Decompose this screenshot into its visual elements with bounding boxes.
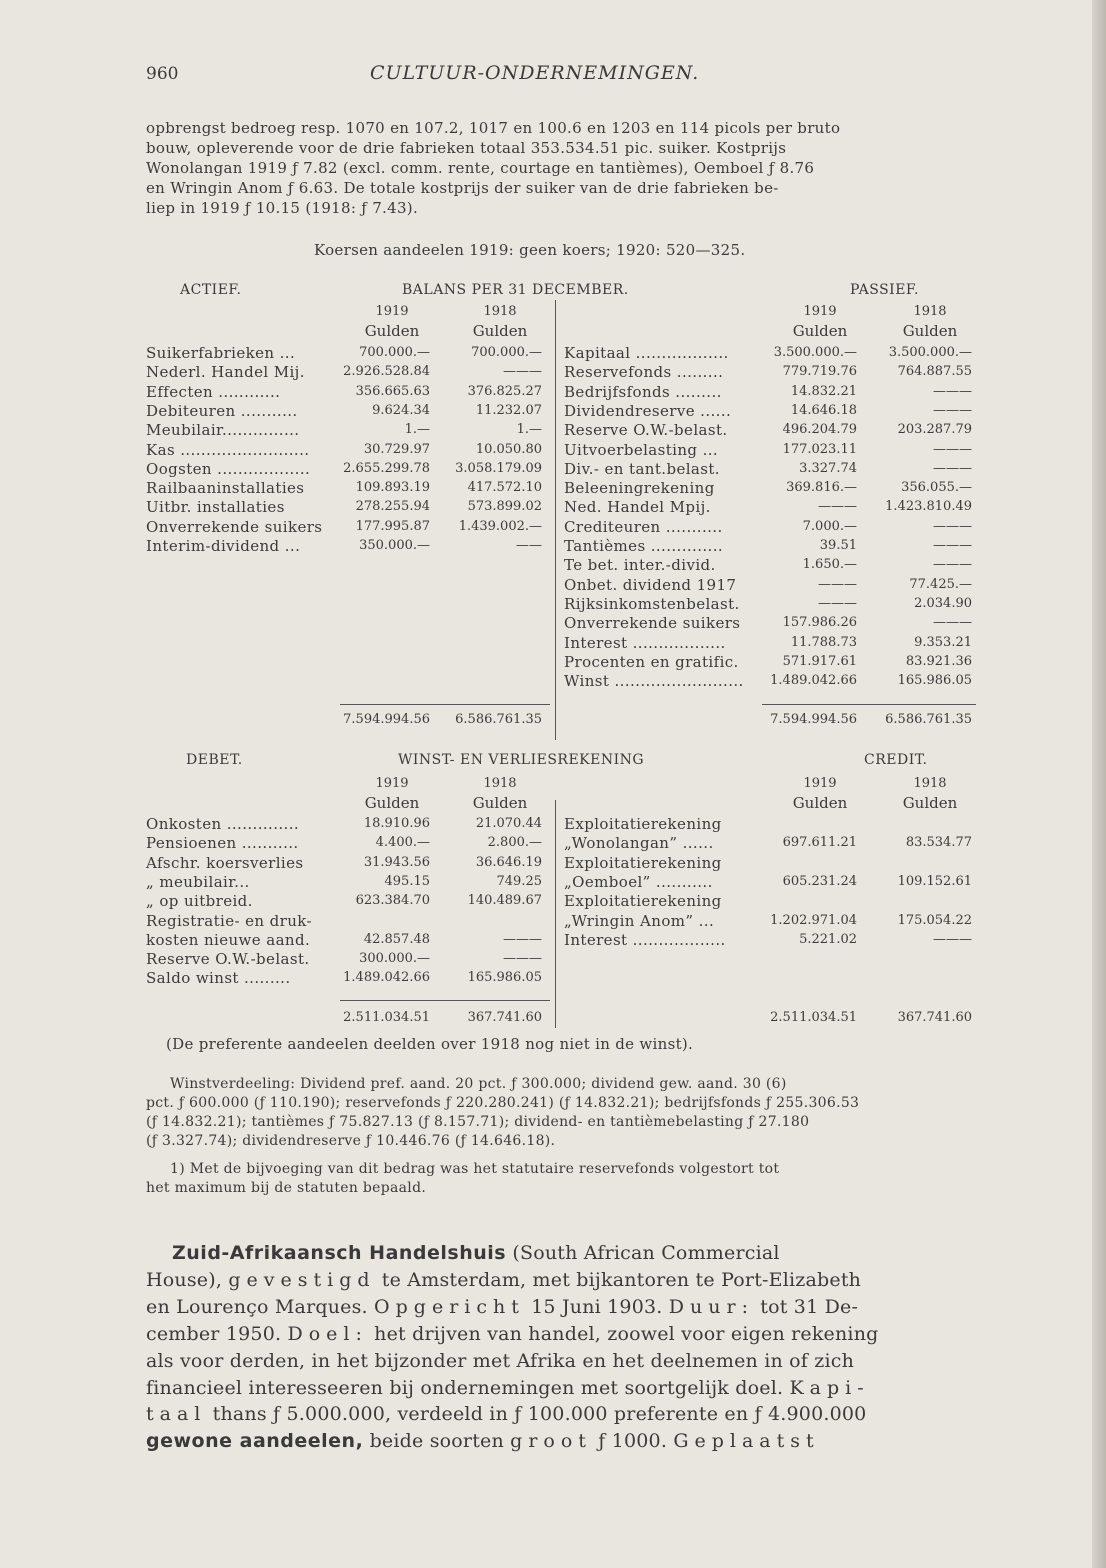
total-actief-1918: 6.586.761.35 [455,712,542,727]
running-title: CULTUUR-ONDERNEMINGEN. [370,62,700,84]
company-text: als voor derden, in het bijzonder met Afrika en het deelnemen in of zich [146,1350,855,1372]
actief-row-value-1919: 356.665.63 [355,383,430,399]
winstverdeeling-line: Winstverdeeling: Dividend pref. aand. 20 pct. ƒ 300.000; dividend gew. aand. 30 (6) [170,1076,787,1092]
intro-line: opbrengst bedroeg resp. 1070 en 107.2, 1017 en 100.6 en 1203 en 114 picols per bruto [146,119,841,137]
actief-row-label: Nederl. Handel Mij. [146,363,305,382]
passief-row-value-1918: 83.921.36 [905,653,972,669]
passief-row-label: Div.- en tant.belast. [564,459,720,478]
credit-title: CREDIT. [864,752,928,768]
actief-row-value-1919: 2.926.528.84 [343,364,430,380]
passief-row-label: Kapitaal .................. [564,344,729,362]
company-text: beide soorten [369,1430,504,1452]
debet-row-label: „ op uitbreid. [146,892,253,911]
actief-row-value-1919: 30.729.97 [363,441,430,457]
debet-row-value-1919: 42.857.48 [363,931,430,947]
credit-row-label: „Wonolangan” ...... [564,834,714,853]
passief-row-value-1919: 14.832.21 [790,383,857,399]
passief-row-label: Dividendreserve ...... [564,401,732,420]
debet-row-value-1919: 1.489.042.66 [343,970,430,986]
credit-row-value-1919: 697.611.21 [782,835,857,851]
unit-gulden: Gulden [902,794,958,812]
debet-row-value-1918: 165.986.05 [467,970,542,986]
debet-row-label: Saldo winst ......... [146,969,291,988]
debet-row-label: Onkosten .............. [146,815,300,833]
passief-row-value-1918: ——— [933,383,972,399]
winstverdeeling-line: (ƒ 14.832.21); tantièmes ƒ 75.827.13 (ƒ 8.157.71); dividend- en tantièmebelasting ƒ 27.180 [146,1114,810,1130]
debet-row-label: kosten nieuwe aand. [146,930,311,949]
passief-row-label: Reserve O.W.-belast. [564,421,728,440]
unit-gulden: Gulden [472,794,528,812]
passief-row-value-1918: 165.986.05 [897,673,972,689]
total-passief-1919: 7.594.994.56 [770,712,857,727]
year-1919: 1919 [803,776,837,791]
company-text: cember 1950. [146,1323,282,1345]
credit-row-value-1919: 5.221.02 [799,931,857,947]
unit-gulden: Gulden [792,322,848,340]
year-1919: 1919 [375,304,409,319]
total-rule [762,704,976,705]
actief-row-label: Interim-dividend ... [146,537,301,555]
passief-row-value-1919: 1.489.042.66 [770,673,857,689]
debet-row-value-1918: 140.489.67 [467,893,542,909]
total-passief-1918: 6.586.761.35 [885,712,972,727]
keyword-kapitaal: Kapi- [789,1377,870,1399]
company-text: financieel interesseeren bij ondernemingen met soortgelijk doel. [146,1377,784,1399]
actief-row-label: Oogsten .................. [146,459,311,478]
company-text: te Amsterdam, met bijkantoren te Port-Elizabeth [381,1269,862,1291]
column-divider [555,300,556,740]
actief-row-value-1918: ——— [503,364,542,380]
total-credit-1918: 367.741.60 [897,1010,972,1025]
debet-row-label: Registratie- en druk- [146,911,312,930]
preferent-note: (De preferente aandeelen deelden over 1918 nog niet in de winst). [166,1035,694,1053]
debet-row-value-1918: 2.800.— [487,835,542,851]
debet-row-value-1919: 18.910.96 [363,816,430,831]
passief-row-label: Onverrekende suikers [564,614,741,633]
total-rule [340,1000,550,1001]
footnote-line: 1) Met de bijvoeging van dit bedrag was het statutaire reservefonds volgestort tot [170,1161,780,1177]
intro-line: en Wringin Anom ƒ 6.63. De totale kostprijs der suiker van de drie fabrieken be- [146,179,779,197]
actief-row-label: Meubilair............... [146,421,300,440]
keyword-gewone-aandeelen: gewone aandeelen, [146,1430,364,1452]
company-text: House), [146,1269,223,1291]
credit-row-label: „Oemboel” ........... [564,872,713,891]
debet-row-value-1918: 36.646.19 [475,854,542,870]
passief-row-value-1919: 39.51 [819,538,857,553]
credit-row-value-1918: ——— [933,931,972,947]
passief-row-value-1919: 157.986.26 [782,615,857,631]
passief-row-value-1919: 3.327.74 [799,460,857,476]
passief-row-label: Interest .................. [564,633,726,652]
company-text: 15 Juni 1903. [531,1296,663,1318]
winstverdeeling-line: (ƒ 3.327.74); dividendreserve ƒ 10.446.76 (ƒ 14.646.18). [146,1133,556,1149]
passief-row-label: Tantièmes .............. [564,537,724,555]
credit-row-value-1918: 175.054.22 [897,912,972,928]
passief-row-label: Beleeningrekening [564,479,715,498]
actief-row-value-1918: —— [516,538,542,553]
passief-row-value-1918: 77.425.— [909,576,972,592]
passief-row-value-1919: 496.204.79 [782,422,857,438]
passief-row-value-1919: 3.500.000.— [773,345,857,360]
passief-row-label: Onbet. dividend 1917 [564,575,737,594]
credit-row-label: Exploitatierekening [564,853,722,872]
debet-title: DEBET. [186,752,243,768]
passief-row-value-1918: ——— [933,615,972,631]
passief-row-value-1919: ——— [818,595,857,611]
unit-gulden: Gulden [364,322,420,340]
actief-row-value-1919: 350.000.— [359,538,430,553]
passief-row-value-1918: ——— [933,441,972,457]
passief-row-value-1918: 9.353.21 [914,634,972,650]
passief-row-value-1918: 3.500.000.— [888,345,972,360]
actief-row-label: Uitbr. installaties [146,498,285,517]
keyword-gevestigd: gevestigd [228,1269,376,1291]
passief-row-value-1918: ——— [933,557,972,573]
actief-row-value-1918: 11.232.07 [475,402,542,418]
keyword-opgericht: Opgericht [374,1296,525,1318]
actief-row-label: Debiteuren ........... [146,401,298,420]
actief-row-value-1918: 3.058.179.09 [455,460,542,476]
company-text: het drijven van handel, zoowel voor eigen rekening [374,1323,879,1345]
credit-row-label: „Wringin Anom” ... [564,911,715,930]
debet-row-value-1918: ——— [503,951,542,967]
credit-row-value-1918: 83.534.77 [905,835,972,851]
debet-row-value-1919: 495.15 [384,873,430,889]
keyword-geplaatst: Geplaatst [673,1430,820,1452]
debet-row-label: Afschr. koersverlies [146,853,304,872]
winstverdeeling-line: pct. ƒ 600.000 (ƒ 110.190); reservefonds ƒ 220.280.241) (ƒ 14.832.21); bedrijfsfonds ƒ 255.306.53 [146,1095,860,1111]
debet-row-label: Reserve O.W.-belast. [146,950,310,969]
total-credit-1919: 2.511.034.51 [770,1010,857,1025]
year-1918: 1918 [913,776,947,791]
debet-row-value-1918: ——— [503,931,542,947]
total-debet-1919: 2.511.034.51 [343,1010,430,1025]
keyword-duur: Duur: [668,1296,754,1318]
actief-row-label: Suikerfabrieken ... [146,344,296,362]
actief-row-value-1918: 417.572.10 [467,480,542,496]
actief-row-value-1919: 177.995.87 [355,518,430,534]
page-number: 960 [146,64,179,84]
unit-gulden: Gulden [792,794,848,812]
passief-row-value-1918: 203.287.79 [897,422,972,438]
actief-row-label: Kas ......................... [146,440,310,459]
company-text: en Lourenço Marques. [146,1296,368,1318]
keyword-doel: Doel: [287,1323,368,1345]
credit-row-value-1919: 1.202.971.04 [770,912,857,928]
actief-row-value-1918: 700.000.— [471,345,542,360]
debet-row-value-1919: 31.943.56 [363,854,430,870]
total-rule [340,704,550,705]
company-text: tot 31 De- [760,1296,859,1318]
debet-row-label: Pensioenen ........... [146,834,299,853]
debet-row-value-1919: 623.384.70 [355,893,430,909]
unit-gulden: Gulden [902,322,958,340]
intro-line: bouw, opleverende voor de drie fabrieken totaal 353.534.51 pic. suiker. Kostprijs [146,139,787,157]
total-actief-1919: 7.594.994.56 [343,712,430,727]
keyword-groot: groot [510,1430,592,1452]
year-1918: 1918 [913,304,947,319]
passief-row-value-1919: 1.650.— [802,557,857,573]
passief-row-value-1919: 571.917.61 [782,653,857,669]
actief-row-value-1919: 2.655.299.78 [343,460,430,476]
year-1918: 1918 [483,776,517,791]
passief-row-value-1919: 14.646.18 [790,402,857,418]
actief-row-value-1919: 278.255.94 [355,499,430,515]
debet-row-label: „ meubilair... [146,872,250,891]
actief-row-value-1918: 376.825.27 [467,383,542,399]
actief-row-value-1918: 1.— [516,422,542,438]
passief-row-label: Rijksinkomstenbelast. [564,594,740,613]
company-name: Zuid-Afrikaansch Handelshuis [172,1242,507,1264]
passief-row-value-1918: ——— [933,402,972,418]
actief-row-value-1919: 700.000.— [359,345,430,360]
actief-row-value-1918: 1.439.002.— [458,518,542,534]
passief-row-value-1919: ——— [818,499,857,515]
passief-row-value-1919: 7.000.— [802,518,857,534]
passief-row-value-1918: 764.887.55 [897,364,972,380]
actief-row-label: Onverrekende suikers [146,517,323,536]
passief-row-value-1919: 779.719.76 [782,364,857,380]
unit-gulden: Gulden [472,322,528,340]
actief-row-label: Railbaaninstallaties [146,479,305,498]
intro-line: liep in 1919 ƒ 10.15 (1918: ƒ 7.43). [146,199,419,217]
balans-title: BALANS PER 31 DECEMBER. [402,282,629,298]
year-1919: 1919 [375,776,409,791]
actief-title: ACTIEF. [180,282,242,298]
credit-row-label: Exploitatierekening [564,815,722,833]
year-1919: 1919 [803,304,837,319]
passief-title: PASSIEF. [850,282,919,298]
passief-row-value-1919: 369.816.— [786,480,857,496]
company-text: thans ƒ 5.000.000, verdeeld in ƒ 100.000 preferente en ƒ 4.900.000 [212,1403,867,1425]
passief-row-value-1918: 1.423.810.49 [885,499,972,515]
intro-line: Wonolangan 1919 ƒ 7.82 (excl. comm. rente, courtage en tantièmes), Oemboel ƒ 8.76 [146,159,815,177]
debet-row-value-1918: 749.25 [496,873,542,889]
passief-row-value-1919: 11.788.73 [790,634,857,650]
debet-row-value-1919: 4.400.— [375,835,430,851]
footnote-line: het maximum bij de statuten bepaald. [146,1180,427,1196]
actief-row-value-1919: 9.624.34 [372,402,430,418]
credit-row-label: Interest .................. [564,930,726,949]
passief-row-label: Te bet. inter.-divid. [564,556,716,575]
credit-row-value-1918: 109.152.61 [897,873,972,889]
passief-row-label: Uitvoerbelasting ... [564,440,719,459]
credit-row-label: Exploitatierekening [564,892,722,911]
actief-row-label: Effecten ............ [146,382,281,401]
total-debet-1918: 367.741.60 [467,1010,542,1025]
unit-gulden: Gulden [364,794,420,812]
passief-row-label: Crediteuren ........... [564,517,723,536]
company-text: (South African Commercial [512,1242,780,1264]
company-text: ƒ 1000. [598,1430,668,1452]
passief-row-label: Bedrijfsfonds ......... [564,382,722,401]
passief-row-value-1918: ——— [933,460,972,476]
passief-row-label: Ned. Handel Mpij. [564,498,711,517]
passief-row-value-1918: 356.055.— [901,480,972,496]
passief-row-value-1918: ——— [933,538,972,553]
actief-row-value-1918: 10.050.80 [475,441,542,457]
passief-row-value-1918: 2.034.90 [914,595,972,611]
credit-row-value-1919: 605.231.24 [782,873,857,889]
passief-row-value-1919: 177.023.11 [782,441,857,457]
actief-row-value-1919: 1.— [404,422,430,438]
page-edge [1092,0,1106,1568]
passief-row-label: Reservefonds ......... [564,363,724,382]
keyword-kapitaal-cont: taal [146,1403,207,1425]
column-divider [555,800,556,1028]
actief-row-value-1919: 109.893.19 [355,480,430,496]
passief-row-label: Winst ......................... [564,672,744,691]
debet-row-value-1919: 300.000.— [359,951,430,967]
debet-row-value-1918: 21.070.44 [475,816,542,831]
koersen-line: Koersen aandeelen 1919: geen koers; 1920: 520—325. [314,241,746,259]
passief-row-value-1918: ——— [933,518,972,534]
year-1918: 1918 [483,304,517,319]
wv-title: WINST- EN VERLIESREKENING [398,752,645,768]
passief-row-value-1919: ——— [818,576,857,592]
actief-row-value-1918: 573.899.02 [467,499,542,515]
passief-row-label: Procenten en gratific. [564,652,739,671]
